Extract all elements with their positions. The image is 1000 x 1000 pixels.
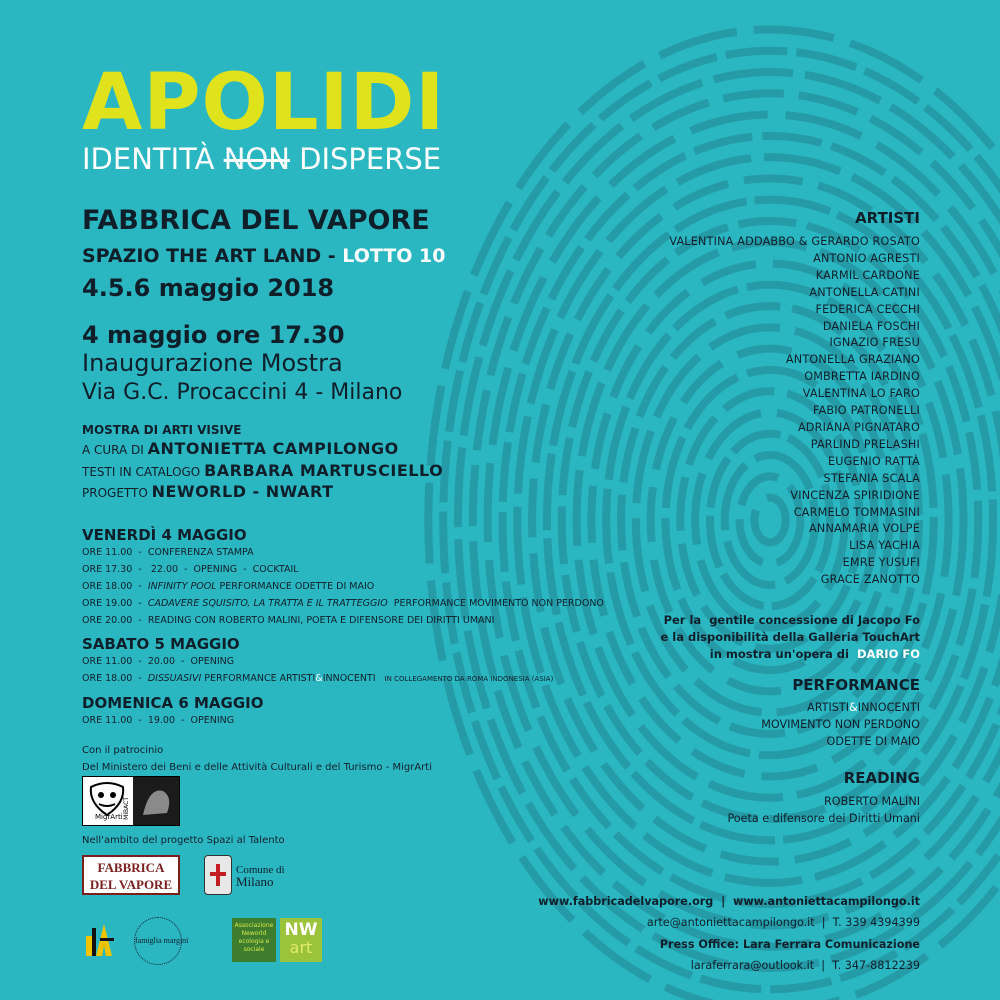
artist-name: VALENTINA LO FARO [802,387,920,401]
contact-websites: www.fabbricadelvapore.org | www.antoniettacampilongo.it [538,895,920,908]
row-sep: - [132,715,148,726]
concession-prefix: in mostra un'opera di [709,647,857,661]
row-text: 22.00 - OPENING - COCKTAIL [150,564,299,575]
comune-di: Comune di [236,864,285,876]
venue-name: FABBRICA DEL VAPORE [82,205,430,236]
schedule-row [82,544,642,561]
comune-label [236,865,285,889]
artist-name: VALENTINA ADDABBO & GERARDO ROSATO [669,235,920,248]
artist-name: FEDERICA CECCHI [815,302,920,316]
artist-name: GRACE ZANOTTO [820,573,920,587]
perf-artisti: ARTISTI [807,701,850,714]
row-time: ORE 18.00 [82,673,133,684]
mibac-label: MiBACT [123,797,130,820]
row-sep: - [132,598,148,609]
exhibition-dates: 4.5.6 maggio 2018 [82,274,335,302]
row-sep: - [132,547,148,558]
contact-press-email-phone: laraferrara@outlook.it | T. 347-8812239 [690,958,920,972]
performance-item: ODETTE DI MAIO [826,734,920,748]
schedule-row [82,653,642,670]
row-text: READING CON ROBERTO MALINI, POETA E DIFENSORE DEI DIRITTI UMANI [147,615,495,626]
row-sep: - [132,564,151,575]
artist-name: ANTONIO AGRESTI [813,251,920,265]
artists-heading: ARTISTI [855,209,920,227]
patronage-line2: Del Ministero dei Beni e delle Attività Culturali e del Turismo - MigrArti [82,762,432,773]
artist-name: KARMIL CARDONE [815,268,920,282]
schedule [82,520,642,729]
credits [82,422,443,503]
project-name: NEWORLD - NWART [151,482,334,502]
day-heading: SABATO 5 MAGGIO [82,635,240,653]
reading-heading: READING [843,769,920,787]
row-sep: - [132,673,148,684]
artist-name: ANTONELLA GRAZIANO [785,353,920,367]
schedule-row [82,561,642,578]
inauguration-label: Inaugurazione Mostra [82,349,343,377]
milano-word: Milano [236,874,274,889]
contact-email-phone: arte@antoniettacampilongo.it | T. 339 4394399 [646,916,920,930]
row-text: PERFORMANCE ODETTE DI MAIO [216,581,375,592]
artist-name: VINCENZA SPIRIDIONE [790,488,920,502]
concession-line1: Per la gentile concessione di Jacopo Fo [663,613,920,627]
row-text: PERFORMANCE ARTISTI [201,673,316,684]
performance-item: MOVIMENTO NON PERDONO [761,717,920,731]
day-heading: VENERDÌ 4 MAGGIO [82,526,247,544]
artist-name: PARLIND PRELASHI [810,437,920,451]
row-sep: - [132,615,148,626]
schedule-row [82,595,642,612]
schedule-row [82,578,642,595]
contacts [538,891,920,976]
project-prefix: PROGETTO [82,486,152,501]
artist-name: STEFANIA SCALA [823,471,920,485]
neworld-logo: Associazione Neworld ecologia e sociale [232,918,276,962]
inauguration-time: 4 maggio ore 17.30 [82,321,345,349]
milano-shield-icon [204,855,232,895]
migrarti-logo [82,776,180,826]
curator-name: ANTONIETTA CAMPILONGO [147,439,399,459]
schedule-row [82,670,642,688]
inauguration-address: Via G.C. Procaccini 4 - Milano [82,380,403,405]
credits-catalog-row [82,460,443,482]
artist-name: OMBRETTA IARDINO [804,370,920,384]
row-text-2: INNOCENTI [322,673,376,684]
artist-name: FABIO PATRONELLI [812,404,920,418]
row-time: ORE 18.00 [82,581,133,592]
space-name: SPAZIO THE ART LAND - [82,245,343,267]
row-sep: - [132,656,148,667]
artist-name: ANTONELLA CATINI [809,285,920,299]
row-italic: INFINITY POOL [147,581,217,592]
row-italic: CADAVERE SQUISITO, LA TRATTA E IL TRATTEGGIO [147,598,388,609]
comune-milano-logo [204,855,294,899]
row-text: CONFERENZA STAMPA [147,547,254,558]
reading-item: ROBERTO MALINI [824,795,920,808]
context-line: Nell'ambito del progetto Spazi al Talento [82,835,285,846]
row-text: 20.00 - OPENING [147,656,235,667]
concession-line2: e la disponibilità della Galleria TouchArt [660,630,920,644]
catalog-author: BARBARA MARTUSCIELLO [204,460,444,480]
subtitle-strikethrough: NON [223,142,290,176]
row-time: ORE 19.00 [82,598,133,609]
performance-list [761,700,920,751]
row-time: ORE 20.00 [82,615,133,626]
nwart-logo [280,918,322,962]
concession-artist: DARIO FO [857,647,920,661]
migrarti-label: MigrArti [95,813,123,821]
row-time: ORE 17.30 [82,564,133,575]
famiglia-margini-label: famiglia margini [135,936,189,945]
row-text: PERFORMANCE MOVIMENTO NON PERDONO [387,598,604,609]
reading-list [727,794,920,828]
artist-name: DANIELA FOSCHI [822,319,920,333]
row-italic: DISSUASIVI [147,673,202,684]
row-note: IN COLLEGAMENTO DA ROMA INDONESIA (ASIA) [384,675,554,683]
schedule-row [82,612,642,629]
day-heading: DOMENICA 6 MAGGIO [82,694,264,712]
reading-item: Poeta e difensore dei Diritti Umani [727,811,920,825]
concession-line3 [660,646,920,663]
credits-curator-row [82,438,443,460]
fabbrica-del-vapore-logo [82,855,180,895]
famiglia-margini-logo [134,917,189,965]
exhibition-subtitle [82,142,442,176]
artist-name: LISA YACHIA [849,539,920,553]
artist-name: ADRIANA PIGNATARO [797,420,920,434]
credits-heading: MOSTRA DI ARTI VISIVE [82,423,242,437]
space-lotto: LOTTO 10 [342,245,446,267]
artist-name: ANNAMARIA VOLPE [809,522,920,536]
subtitle-part2: DISPERSE [289,142,442,176]
row-time: ORE 11.00 [82,715,133,726]
venue-space [82,245,445,267]
perf-ampersand: & [849,701,858,714]
patronage-line1: Con il patrocinio [82,745,164,756]
artist-name: CARMELO TOMMASINI [793,505,920,519]
patronage [82,742,432,776]
artist-name: EUGENIO RATTÀ [828,454,920,468]
row-ampersand: & [315,673,323,684]
artists-list [669,234,920,589]
row-sep: - [132,581,148,592]
performance-heading: PERFORMANCE [792,676,920,694]
concession-note [660,612,920,663]
curator-prefix: A CURA DI [82,443,148,458]
performance-item [761,700,920,717]
row-time: ORE 11.00 [82,656,133,667]
row-time: ORE 11.00 [82,547,133,558]
perf-innocenti: INNOCENTI [857,701,920,714]
artist-name: EMRE YUSUFI [842,556,920,570]
subtitle-part1: IDENTITÀ [82,142,224,176]
catalog-prefix: TESTI IN CATALOGO [82,464,205,479]
contact-press-office: Press Office: Lara Ferrara Comunicazione [659,937,920,951]
artist-name: IGNAZIO FRESU [829,336,920,350]
credits-project-row [82,481,443,503]
exhibition-title: APOLIDI [82,58,446,148]
row-text: 19.00 - OPENING [147,715,235,726]
nw-art-label: art [289,938,313,957]
nw-label: NW [284,920,318,940]
art-land-logo [82,920,122,960]
fdv-logo-line2: DEL VAPORE [89,877,173,892]
art-land-icon [82,920,122,960]
fdv-logo-line1: FABBRICA [97,860,165,875]
schedule-row [82,712,642,729]
